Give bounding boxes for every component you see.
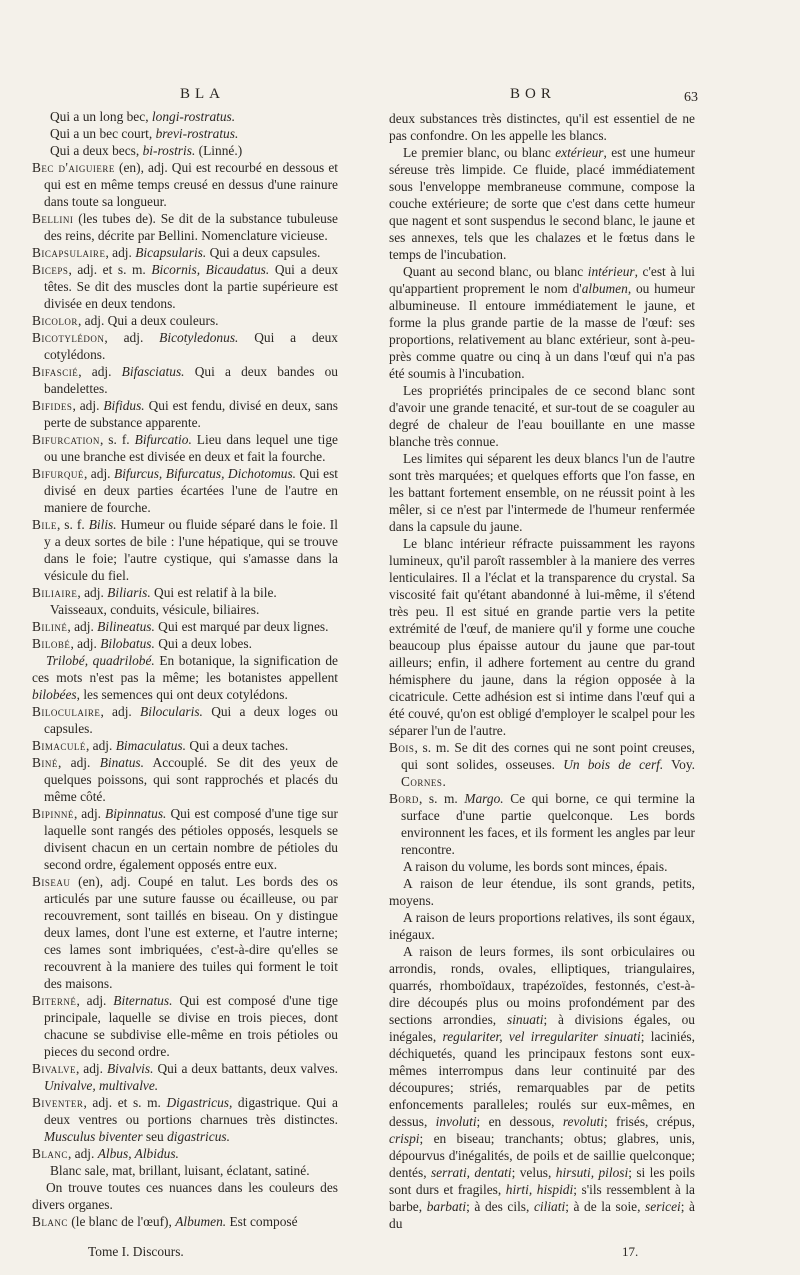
entry-paragraph: Qui a deux becs, bi-rostris. (Linné.): [50, 143, 243, 158]
entry-paragraph: Biloculaire, adj. Bilocularis. Qui a deux loges ou capsules.: [32, 704, 339, 736]
entry-paragraph: Le blanc intérieur réfracte puissamment les rayons lumineux, qu'il paroît rassembler à la maniere des verres lenticulaires. Il a l'éclat et la transparence du crystal. Sa viscosité fait qu'étant abandonné à lui-même, il s'étend très peu. Il est situé en grande partie vers la petite extrémité de l'œuf, de maniere qu'il y forme une couche beaucoup plus épaisse autour du jaune que par-tout ailleurs; enfin, il adhere fortement au centre du grand hémisphere du jaune, dans la région opposée à la cicatricule. Cette adhésion est si intime dans l'œuf qui a été couvé, qu'on est obligé d'employer le scalpel pour les séparer l'un de l'autre.: [389, 536, 695, 738]
footer-volume: Tome I. Discours.: [88, 1244, 184, 1259]
entry-paragraph: Le premier blanc, ou blanc extérieur, est une humeur séreuse très limpide. Ce fluide, placé immédiatement sous l'enveloppe membraneuse commune, compose la couche extérieure; de sorte que c'est dans cette humeur que nagent et sont suspendus le second blanc, le jaune et ses annexes, tels que les chalazes et le fœtus dans le temps de l'incubation.: [389, 145, 695, 262]
entry-paragraph: Bile, s. f. Bilis. Humeur ou fluide séparé dans le foie. Il y a deux sortes de bile : l'une hépatique, qui se trouve dans le foie; l'autre cystique, qui s'amasse dans la vésicule du fiel.: [32, 517, 338, 583]
entry-paragraph: Les limites qui séparent les deux blancs l'un de l'autre sont très marquées; et quelques efforts que l'on fasse, en les battant fortement ensemble, on ne réussit point à les mêler, si ce n'est par l'intermede de l'humeur renfermée dans la capsule du jaune.: [389, 451, 695, 534]
entry-paragraph: Biliaire, adj. Biliaris. Qui est relatif à la bile.: [32, 585, 277, 600]
entry-paragraph: Bellini (les tubes de). Se dit de la substance tubuleuse des reins, décrite par Bellini. Nomenclature vicieuse.: [32, 211, 338, 243]
entry-paragraph: Biterné, adj. Biternatus. Qui est composé d'une tige principale, laquelle se divise en trois pieces, dont chacune se subdivise elle-même en trois pétioles ou pieces du second ordre.: [32, 993, 339, 1059]
entry-paragraph: Biliné, adj. Bilineatus. Qui est marqué par deux lignes.: [32, 619, 329, 634]
left-column: [32, 108, 338, 1230]
entry-paragraph: Trilobé, quadrilobé. En botanique, la signification de ces mots n'est pas la même; les botanistes appellent bilobées, les semences qui ont deux cotylédons.: [32, 653, 338, 702]
entry-paragraph: Qui a un bec court, brevi-rostratus.: [50, 126, 239, 141]
entry-paragraph: Bilobé, adj. Bilobatus. Qui a deux lobes.: [32, 636, 252, 651]
entry-paragraph: Bicolor, adj. Qui a deux couleurs.: [32, 313, 219, 328]
entry-paragraph: Bifascié, adj. Bifasciatus. Qui a deux bandes ou bandelettes.: [32, 364, 339, 396]
entry-paragraph: Bicapsulaire, adj. Bicapsularis. Qui a deux capsules.: [32, 245, 321, 260]
entry-paragraph: Les propriétés principales de ce second blanc sont d'avoir une grande tenacité, et sur-tout de se coaguler au degré de chaleur de l'eau bouillante en une masse blanche très connue.: [389, 383, 695, 449]
entry-paragraph: A raison du volume, les bords sont minces, épais.: [403, 859, 668, 874]
entry-paragraph: A raison de leur étendue, ils sont grands, petits, moyens.: [389, 876, 695, 908]
entry-paragraph: Bec d'aiguiere (en), adj. Qui est recourbé en dessous et qui est en même temps creusé en dessus d'une rainure dans toute sa longueur.: [32, 160, 339, 209]
signature-mark: 17.: [622, 1244, 639, 1259]
entry-paragraph: Biceps, adj. et s. m. Bicornis, Bicaudatus. Qui a deux têtes. Se dit des muscles dont la partie supérieure est divisée en deux tendons.: [32, 262, 339, 311]
entry-paragraph: deux substances très distinctes, qu'il est essentiel de ne pas confondre. On les appelle les blancs.: [389, 111, 695, 143]
entry-paragraph: Bifurqué, adj. Bifurcus, Bifurcatus, Dichotomus. Qui est divisé en deux parties écartées l'une de l'autre en maniere de fourche.: [32, 466, 338, 515]
entry-paragraph: A raison de leurs proportions relatives, ils sont égaux, inégaux.: [389, 910, 695, 942]
entry-paragraph: Bipinné, adj. Bipinnatus. Qui est composé d'une tige sur laquelle sont rangés des pétioles opposés, lesquels se divisent chacun en un certain nombre de pétioles du second ordre, également opposés entre eux.: [32, 806, 338, 872]
entry-paragraph: Biseau (en), adj. Coupé en talut. Les bords des os articulés par une suture fausse ou écailleuse, ou par recouvrement, sont taillés en biseau. On y distingue deux lames, dont l'une est externe, et l'autre interne; ces lames sont imbriquées, c'est-à-dire qu'elles se recouvrent à la maniere des tuiles qui forment le toit des maisons.: [32, 874, 338, 991]
entry-paragraph: A raison de leurs formes, ils sont orbiculaires ou arrondis, ronds, ovales, elliptiques, triangulaires, quarrés, rhomboïdaux, trapézoïdes, festonnés, c'est-à-dire découpés plus ou moins profondément par des sections arrondies, sinuati; à divisions égales, ou inégales, regulariter, vel irregulariter sinuati; laciniés, déchiquetés, quand les principaux festons sont eux-mêmes interrompus dans leur continuité par des découpures; striés, remarquables par de petits enfoncements paralleles; roulés sur eux-mêmes, en dessus, involuti; en dessous, revoluti; frisés, crépus, crispi; en biseau; tranchants; obtus; glabres, unis, dépourvus d'inégalités, de poils et de saillie quelconque; dentés, serrati, dentati; velus, hirsuti, pilosi; si les poils sont durs et fragiles, hirti, hispidi; s'ils ressemblent à la barbe, barbati; à des cils, ciliati; à de la soie, sericei; à du: [389, 944, 696, 1231]
page-number: 63: [684, 90, 698, 105]
entry-paragraph: Bicotylédon, adj. Bicotyledonus. Qui a deux cotylédons.: [32, 330, 338, 362]
entry-paragraph: Qui a un long bec, longi-rostratus.: [50, 109, 236, 124]
running-head-left: BLA: [180, 86, 225, 102]
entry-paragraph: Biventer, adj. et s. m. Digastricus, digastrique. Qui a deux ventres ou portions charnues très distinctes. Musculus biventer seu digastricus.: [32, 1095, 339, 1144]
entry-paragraph: On trouve toutes ces nuances dans les couleurs des divers organes.: [32, 1180, 338, 1212]
entry-paragraph: Bifides, adj. Bifidus. Qui est fendu, divisé en deux, sans perte de substance apparente.: [32, 398, 339, 430]
entry-paragraph: Bois, s. m. Se dit des cornes qui ne sont point creuses, qui sont solides, osseuses. Un bois de cerf. Voy. Cornes.: [389, 740, 695, 789]
entry-paragraph: Vaisseaux, conduits, vésicule, biliaires.: [50, 602, 260, 617]
entry-paragraph: Blanc, adj. Albus, Albidus.: [32, 1146, 179, 1161]
right-column: [389, 110, 695, 1232]
entry-paragraph: Bivalve, adj. Bivalvis. Qui a deux battants, deux valves. Univalve, multivalve.: [32, 1061, 339, 1093]
entry-paragraph: Quant au second blanc, ou blanc intérieur, c'est à lui qu'appartient proprement le nom d'albumen, ou humeur albumineuse. Il entoure immédiatement le jaune, et forme la plus grande partie de la masse de l'œuf: ses proportions, relativement au blanc extérieur, sont à-peu-près comme quatre ou cinq à un dans l'œuf qui n'a pas été soumis à l'incubation.: [389, 264, 695, 381]
entry-paragraph: Bifurcation, s. f. Bifurcatio. Lieu dans lequel une tige ou une branche est divisée en deux et fait la fourche.: [32, 432, 338, 464]
entry-paragraph: Biné, adj. Binatus. Accouplé. Se dit des yeux de quelques poissons, qui sont rapprochés et placés du même côté.: [32, 755, 338, 804]
entry-paragraph: Blanc (le blanc de l'œuf), Albumen. Est composé: [32, 1214, 298, 1229]
entry-paragraph: Blanc sale, mat, brillant, luisant, éclatant, satiné.: [50, 1163, 310, 1178]
running-head-right: BOR: [510, 86, 556, 102]
entry-paragraph: Bord, s. m. Margo. Ce qui borne, ce qui termine la surface d'une partie quelconque. Les bords environnent les faces, et ils forment les angles par leur rencontre.: [389, 791, 695, 857]
entry-paragraph: Bimaculé, adj. Bimaculatus. Qui a deux taches.: [32, 738, 289, 753]
